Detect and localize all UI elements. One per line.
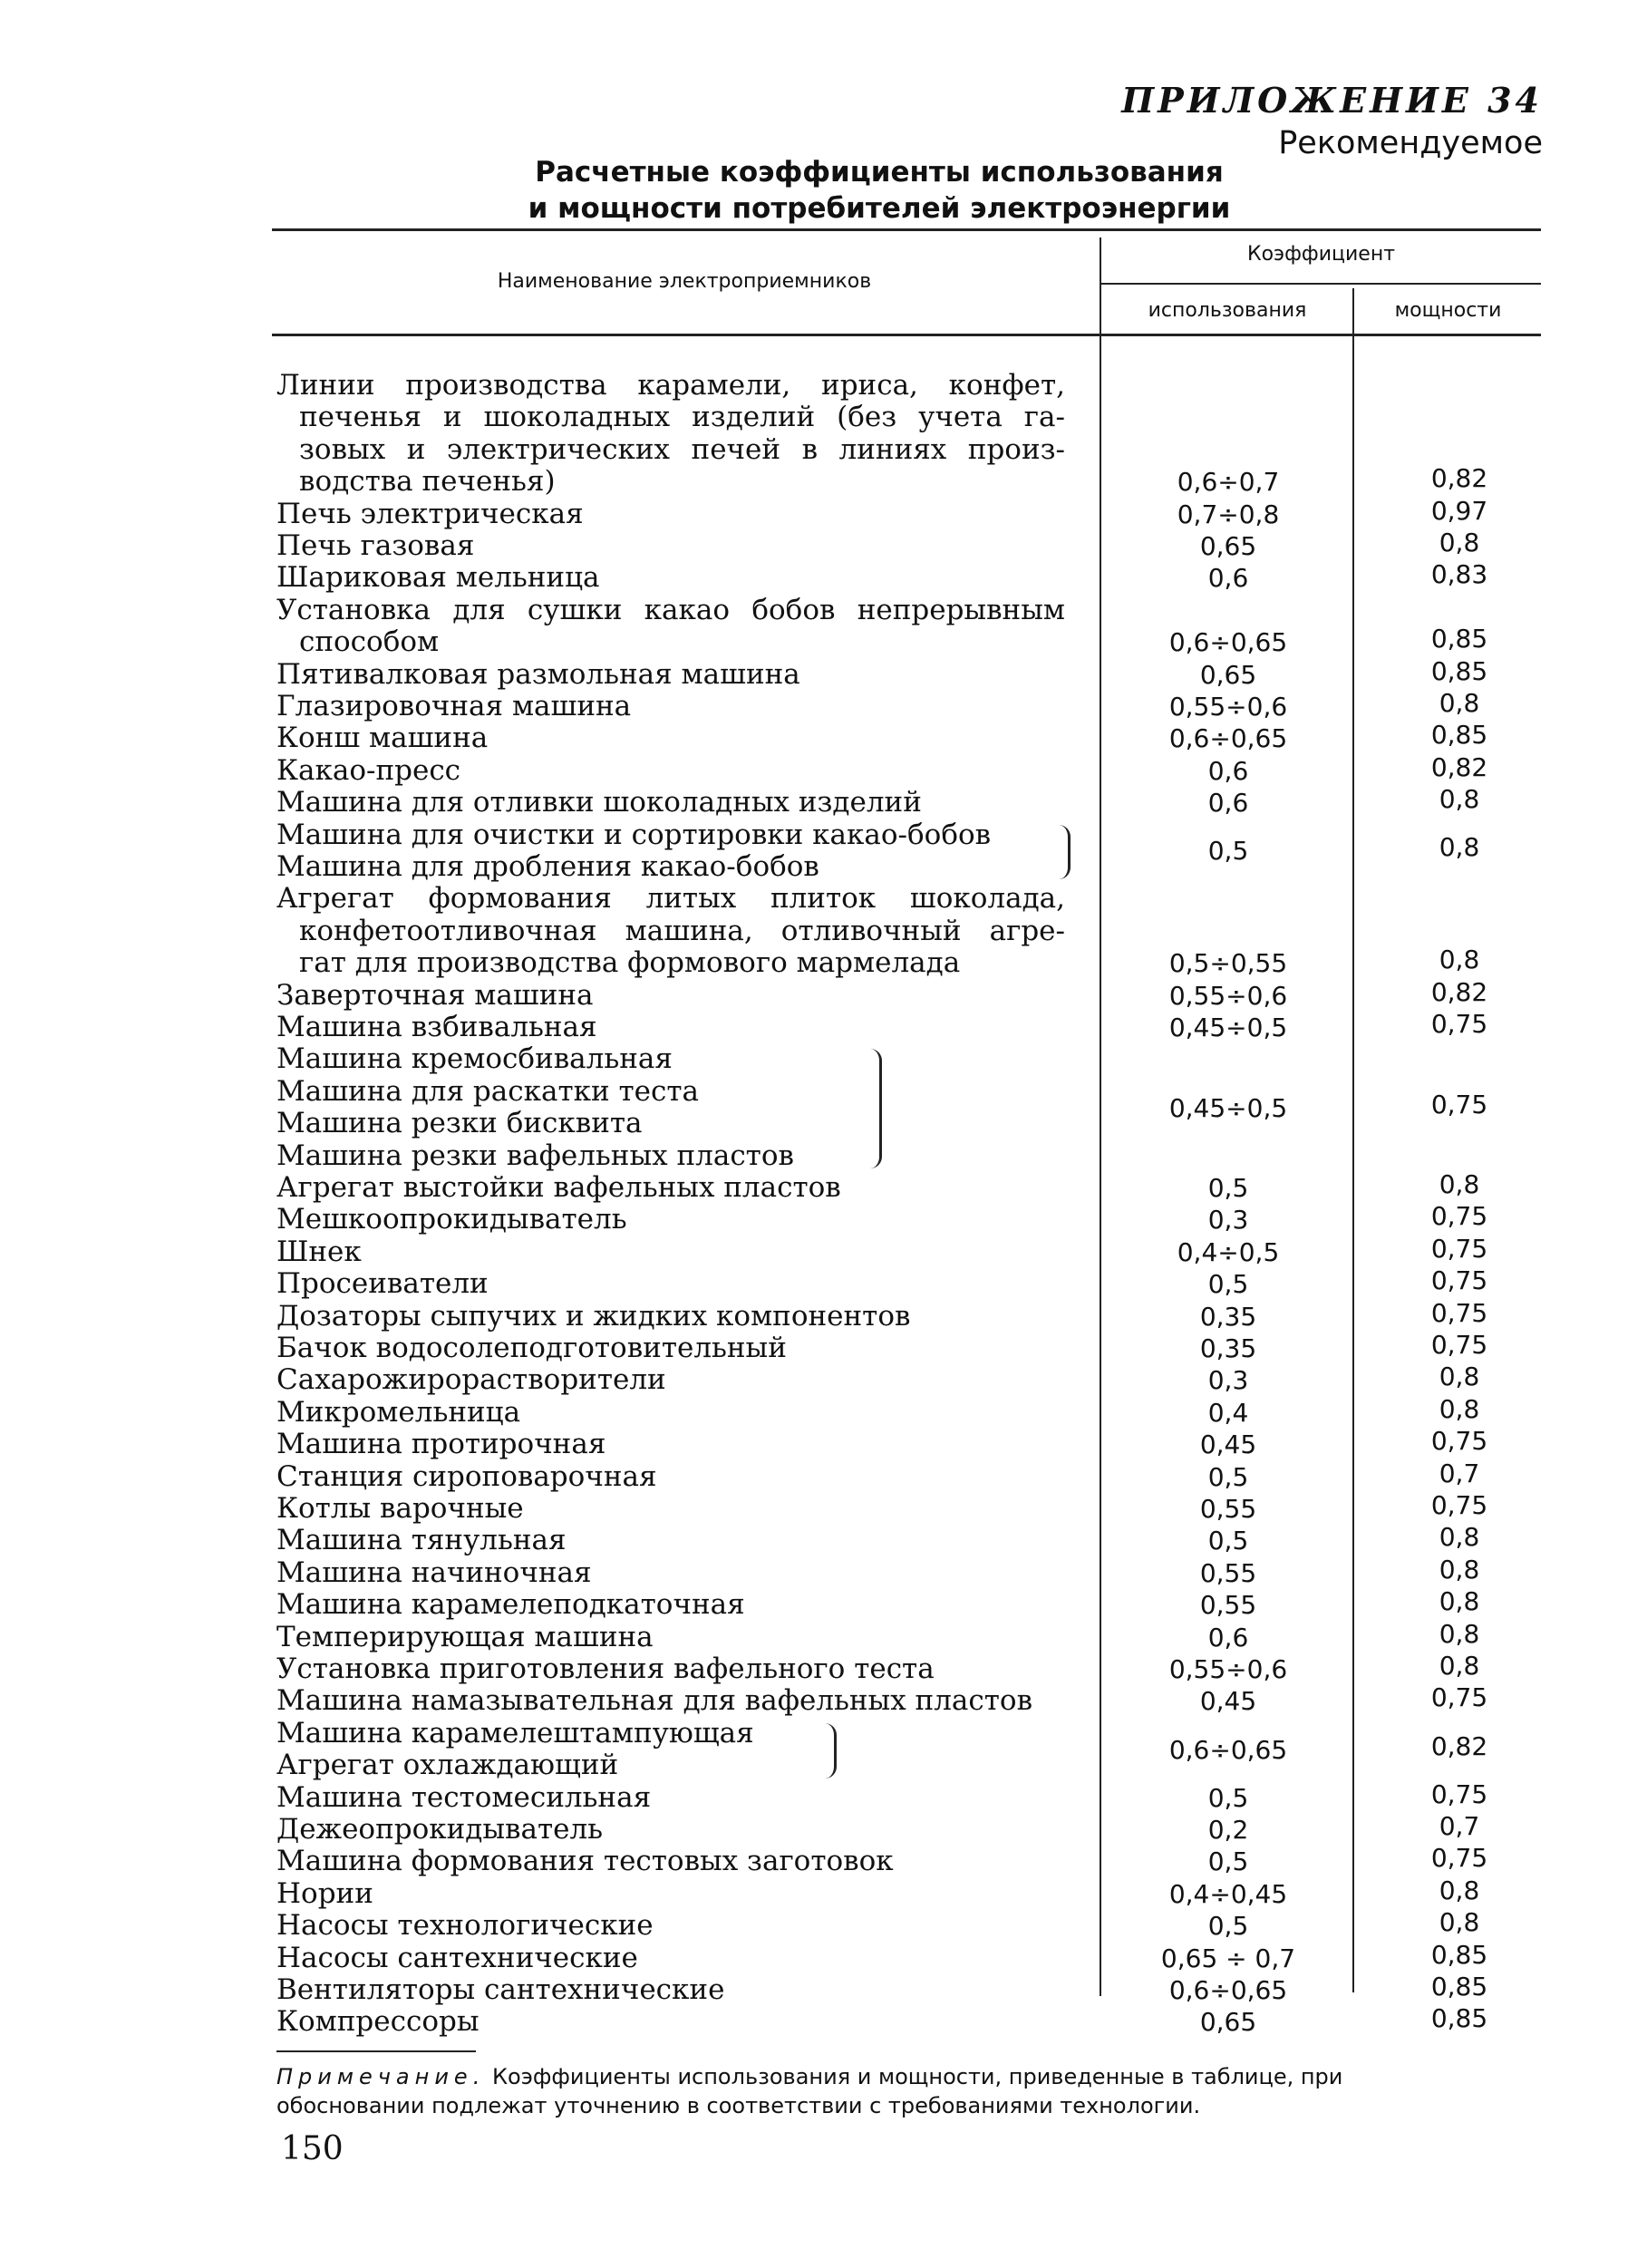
row-power-value: 0,8 [1439,1586,1480,1617]
row-name-line: Машина карамелештампующая [276,1716,754,1749]
row-usage-value: 0,4÷0,45 [1168,1878,1288,1909]
row-name-line: Компрессоры [276,2005,480,2039]
row-name-line: Пятивалковая размольная машина [276,657,800,691]
row-name-line: Агрегат охлаждающий [276,1749,619,1782]
row-name-line: Агрегат выстойки вафельных пластов [276,1171,841,1204]
row-power-value: 0,8 [1439,1554,1480,1585]
row-usage-value: 0,6÷0,65 [1168,1975,1288,2005]
row-name-line: Микромельница [276,1395,521,1429]
row-name-line: Станция сироповарочная [276,1459,657,1493]
row-usage-value: 0,35 [1199,1301,1257,1332]
row-power-value: 0,7 [1439,1811,1480,1841]
row-power-value: 0,85 [1430,2003,1488,2034]
row-usage-value: 0,55 [1199,1590,1257,1621]
row-power-value: 0,8 [1439,1393,1480,1424]
row-power-value: 0,8 [1439,1362,1480,1392]
row-name-line: водства печенья) [299,465,556,499]
row-name-line: Бачок водосолеподготовительный [276,1332,787,1364]
row-power-value: 0,75 [1430,1009,1488,1039]
row-power-value: 0,82 [1430,751,1488,782]
row-usage-value: 0,55 [1199,1494,1257,1524]
table-title-line-1: Расчетные коэффициенты использования [535,156,1224,189]
row-usage-value: 0,5 [1207,1846,1249,1877]
row-name-line: Сахарожирорастворители [276,1363,666,1397]
row-name-line: Какао-пресс [276,753,461,787]
row-name-line: Машина для отливки шоколадных изделий [276,786,922,819]
row-usage-value: 0,6 [1207,1622,1249,1653]
row-usage-value: 0,2 [1207,1815,1249,1845]
row-name-line: Дозаторы сыпучих и жидких компонентов [276,1299,911,1333]
row-name-line: Котлы варочные [276,1492,524,1525]
row-name-line: Машина тянульная [276,1524,567,1557]
row-power-value: 0,75 [1430,1843,1488,1874]
appendix-label: ПРИЛОЖЕНИЕ 34 [1121,80,1543,121]
row-power-value: 0,75 [1430,1490,1488,1520]
row-name-line: Машина резки вафельных пластов [276,1139,794,1172]
row-power-value: 0,75 [1430,1201,1488,1232]
row-name-line: Машина взбивальная [276,1011,597,1043]
table-title-line-2: и мощности потребителей электроэнергии [528,192,1231,225]
row-power-value: 0,82 [1430,463,1488,494]
row-power-value: 0,8 [1439,1651,1480,1681]
row-usage-value: 0,5 [1207,1782,1249,1813]
row-power-value: 0,8 [1439,1522,1480,1553]
row-name-line: Темперирующая машина [276,1620,654,1653]
row-name-line: печенья и шоколадных изделий (без учета га- [299,401,1065,434]
row-usage-value: 0,6÷0,65 [1168,627,1288,658]
grouping-brace [870,1049,882,1168]
footnote [276,2062,1491,2120]
row-usage-value: 0,5 [1207,1269,1249,1300]
row-name-line: Мешкоопрокидыватель [276,1203,627,1236]
row-name-line: Установка приготовления вафельного теста [276,1653,935,1685]
row-name-line: Дежеопрокидыватель [276,1813,604,1846]
row-usage-value: 0,45÷0,5 [1168,1013,1288,1042]
row-name-line: гат для производства формового мармелада [299,946,961,980]
footnote-text: Коэффициенты использования и мощности, приведенные в таблице, при обосновании подлежат уточнению в соответствии с требованиями технологии. [276,2064,1343,2118]
row-name-line: Печь газовая [276,529,475,562]
row-power-value: 0,8 [1439,1875,1480,1905]
row-power-value: 0,97 [1430,495,1488,526]
row-usage-value: 0,6÷0,65 [1168,1734,1288,1765]
row-usage-value: 0,35 [1199,1333,1257,1363]
row-name-line: Машина намазывательная для вафельных пластов [276,1684,1033,1718]
row-power-value: 0,75 [1430,1233,1488,1264]
row-usage-value: 0,5÷0,55 [1168,948,1288,979]
row-usage-value: 0,45 [1199,1430,1257,1460]
row-power-value: 0,75 [1430,1089,1488,1119]
row-power-value: 0,85 [1430,720,1488,751]
row-name-line: Агрегат формования литых плиток шоколада, [276,882,1065,916]
row-name-line: Машина резки бисквита [276,1107,643,1140]
row-name-line: зовых и электрических печей в линиях произ- [299,432,1065,466]
row-name-line: Линии производства карамели, ириса, конфет, [276,369,1065,402]
row-usage-value: 0,65 ÷ 0,7 [1160,1943,1296,1973]
row-usage-value: 0,3 [1207,1365,1249,1396]
row-usage-value: 0,4÷0,5 [1177,1236,1280,1267]
row-power-value: 0,75 [1430,1426,1488,1457]
recommended-label: Рекомендуемое [1278,125,1543,161]
row-usage-value: 0,6 [1207,788,1249,819]
row-usage-value: 0,55÷0,6 [1168,1654,1288,1684]
row-name-line: Печь электрическая [276,497,584,530]
row-name-line: Насосы технологические [276,1909,654,1943]
row-usage-value: 0,6÷0,65 [1168,723,1288,754]
footnote-rule [276,2050,476,2052]
row-power-value: 0,75 [1430,1330,1488,1360]
row-name-line: конфетоотливочная машина, отливочный агре- [299,914,1065,947]
header-power: мощности [1394,299,1502,322]
row-power-value: 0,85 [1430,1972,1488,2001]
row-power-value: 0,75 [1430,1265,1488,1296]
row-name-line: Шнек [276,1235,362,1268]
row-usage-value: 0,6÷0,7 [1177,467,1280,498]
row-power-value: 0,75 [1430,1779,1488,1809]
row-power-value: 0,85 [1430,655,1488,686]
row-name-line: Установка для сушки какао бобов непрерывным [276,593,1065,626]
row-power-value: 0,8 [1439,528,1480,557]
row-usage-value: 0,6 [1207,755,1249,786]
row-power-value: 0,85 [1430,624,1488,654]
row-usage-value: 0,45 [1199,1686,1257,1717]
row-name-line: Машина тестомесильная [276,1780,652,1814]
row-name-line: Машина протирочная [276,1428,606,1461]
row-usage-value: 0,55÷0,6 [1168,980,1288,1011]
grouping-brace [825,1723,837,1779]
row-name-line: Машина формования тестовых заготовок [276,1845,894,1878]
row-name-line: Насосы сантехнические [276,1941,638,1974]
row-power-value: 0,82 [1430,1730,1488,1761]
row-power-value: 0,7 [1439,1458,1480,1488]
row-usage-value: 0,5 [1207,1173,1249,1203]
row-name-line: Машина карамелеподкаточная [276,1588,745,1622]
row-usage-value: 0,5 [1207,1911,1249,1942]
row-usage-value: 0,3 [1207,1205,1249,1236]
row-name-line: Шариковая мельница [276,561,600,595]
row-power-value: 0,75 [1430,1297,1488,1328]
row-usage-value: 0,65 [1199,2007,1257,2038]
row-power-value: 0,8 [1439,1618,1480,1649]
row-name-line: Нории [276,1876,373,1910]
page-number: 150 [281,2130,344,2167]
row-usage-value: 0,65 [1199,659,1257,690]
row-usage-value: 0,4 [1207,1397,1249,1428]
row-power-value: 0,8 [1439,832,1480,863]
row-power-value: 0,8 [1439,1169,1480,1199]
row-name-line: Конш машина [276,722,489,755]
row-usage-value: 0,5 [1207,1461,1249,1492]
row-name-line: Машина для раскатки теста [276,1074,699,1108]
row-name-line: способом [299,625,440,659]
row-power-value: 0,83 [1430,559,1488,590]
row-usage-value: 0,55 [1199,1557,1257,1588]
row-power-value: 0,8 [1439,688,1480,718]
header-coefficient: Коэффициент [1246,243,1396,266]
grouping-brace [1059,825,1071,880]
row-name-line: Машина для очистки и сортировки какао-бобов [276,818,992,851]
row-power-value: 0,82 [1430,976,1488,1007]
row-power-value: 0,85 [1430,1939,1488,1970]
footnote-label: Примечание. [276,2064,486,2089]
row-usage-value: 0,5 [1207,836,1249,867]
row-name-line: Машина кремосбивальная [276,1042,673,1076]
row-usage-value: 0,55÷0,6 [1168,692,1288,722]
header-name: Наименование электроприемников [497,270,872,293]
row-usage-value: 0,5 [1207,1526,1249,1556]
row-name-line: Машина для дробления какао-бобов [276,850,819,883]
row-name-line: Машина начиночная [276,1556,592,1589]
row-power-value: 0,8 [1439,945,1480,975]
row-usage-value: 0,45÷0,5 [1168,1092,1288,1123]
row-name-line: Вентиляторы сантехнические [276,1973,725,2006]
row-usage-value: 0,65 [1199,531,1257,561]
row-usage-value: 0,6 [1207,563,1249,594]
row-name-line: Глазировочная машина [276,690,632,722]
row-usage-value: 0,7÷0,8 [1177,499,1280,529]
header-usage: использования [1148,299,1307,322]
row-name-line: Заверточная машина [276,978,594,1012]
row-power-value: 0,75 [1430,1682,1488,1713]
row-power-value: 0,8 [1439,784,1480,815]
row-power-value: 0,8 [1439,1907,1480,1938]
row-name-line: Просеиватели [276,1267,489,1301]
